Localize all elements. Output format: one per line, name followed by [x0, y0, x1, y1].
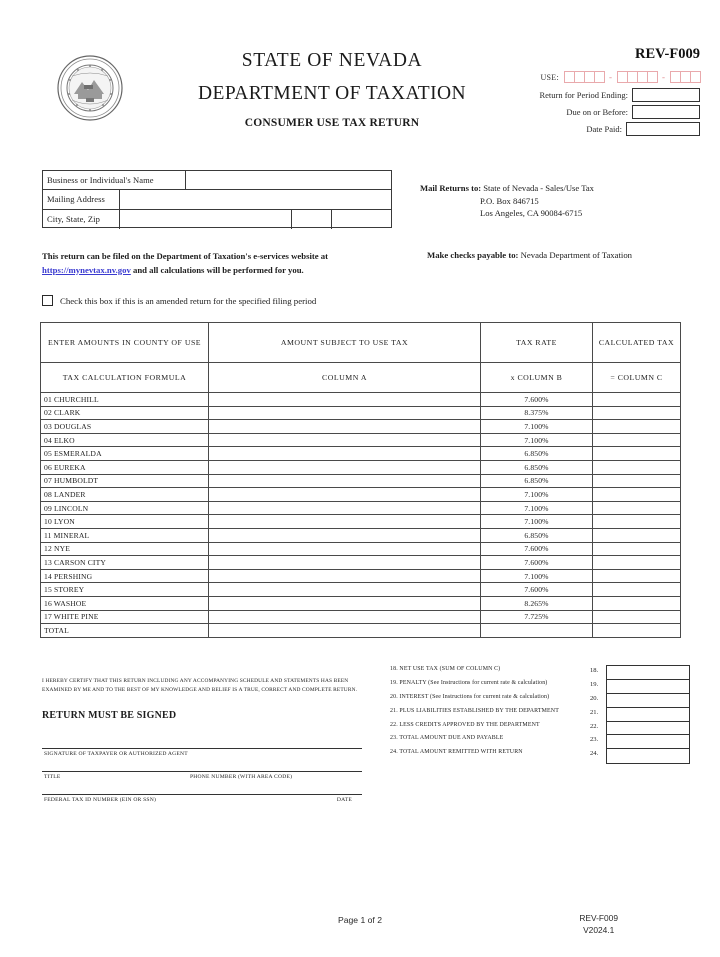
tax-rate-value: 7.725%: [481, 610, 593, 624]
use-account-field[interactable]: [540, 71, 700, 83]
line-19-number: 19.: [590, 680, 599, 688]
fein-date-caption-row[interactable]: [42, 795, 362, 817]
calculated-tax-input[interactable]: [593, 433, 681, 447]
calculated-tax-input[interactable]: [593, 610, 681, 624]
nevada-state-seal-icon: [56, 54, 124, 122]
date-paid-input[interactable]: [626, 122, 700, 136]
summary-row-21: [390, 707, 690, 721]
subheader-formula: TAX CALCULATION FORMULA: [41, 363, 209, 393]
form-sheet: [12, 10, 708, 947]
footer-page-number: Page 1 of 2: [338, 915, 382, 925]
footer-version: V2024.1: [583, 924, 615, 935]
footer-revision-block: [579, 913, 618, 936]
calculated-tax-input[interactable]: [593, 393, 681, 407]
amount-input[interactable]: [209, 569, 481, 583]
line-18-number: 18.: [590, 667, 599, 674]
business-name-label: Business or Individual's Name: [47, 175, 154, 185]
amount-input[interactable]: [209, 583, 481, 597]
amount-input[interactable]: [209, 420, 481, 434]
city-input[interactable]: [120, 210, 290, 229]
subheader-column-a: COLUMN A: [209, 363, 481, 393]
county-label: 15 STOREY: [41, 583, 209, 597]
amount-input[interactable]: [209, 528, 481, 542]
county-label: 07 HUMBOLDT: [41, 474, 209, 488]
county-label: 04 ELKO: [41, 433, 209, 447]
summary-row-20: [390, 693, 690, 707]
amount-input[interactable]: [209, 501, 481, 515]
calculated-tax-input[interactable]: [593, 583, 681, 597]
mail-returns-block: [420, 182, 594, 220]
state-title: STATE OF NEVADA: [241, 50, 423, 71]
county-label: 14 PERSHING: [41, 569, 209, 583]
tax-rate-value: 7.100%: [481, 501, 593, 515]
mailing-address-input[interactable]: [120, 190, 391, 208]
mail-returns-line3: [420, 207, 594, 220]
table-total-row: [41, 624, 681, 638]
business-name-row: [43, 171, 391, 190]
table-row: [41, 460, 681, 474]
table-row: [41, 433, 681, 447]
county-label: 11 MINERAL: [41, 528, 209, 542]
calculated-tax-input[interactable]: [593, 488, 681, 502]
department-title: DEPARTMENT OF TAXATION: [198, 83, 466, 104]
county-label: 17 WHITE PINE: [41, 610, 209, 624]
calculated-tax-input[interactable]: [593, 420, 681, 434]
use-cell[interactable]: [647, 71, 658, 83]
county-label: 02 CLARK: [41, 406, 209, 420]
title-phone-caption-row[interactable]: [42, 772, 362, 794]
line-18-label: 18. NET USE TAX (SUM OF COLUMN C): [390, 666, 501, 672]
amount-input[interactable]: [209, 596, 481, 610]
amount-input[interactable]: [209, 610, 481, 624]
phone-caption: PHONE NUMBER (WITH AREA CODE): [190, 774, 293, 780]
form-title-block: [162, 50, 502, 129]
tax-rate-value: 7.600%: [481, 556, 593, 570]
tax-rate-value: 7.100%: [481, 488, 593, 502]
city-state-zip-row: [43, 210, 391, 229]
footer-rev-number: REV-F009: [579, 913, 618, 923]
amount-input[interactable]: [209, 393, 481, 407]
tax-rate-value: 6.850%: [481, 474, 593, 488]
table-row: [41, 542, 681, 556]
date-paid-row: [539, 122, 700, 136]
due-on-before-input[interactable]: [632, 105, 700, 119]
use-group-1[interactable]: [564, 71, 604, 83]
mail-returns-line1: [420, 182, 594, 195]
tax-rate-value: 8.265%: [481, 596, 593, 610]
line-20-number: 20.: [590, 694, 599, 702]
due-on-before-row: [539, 105, 700, 119]
amount-input[interactable]: [209, 556, 481, 570]
period-ending-row: [539, 88, 700, 102]
summary-lines-block: [390, 665, 690, 762]
amount-input[interactable]: [209, 542, 481, 556]
eservices-note: [42, 250, 442, 277]
mail-returns-pobox: P.O. Box 846715: [480, 195, 539, 206]
mailing-address-label: Mailing Address: [47, 194, 105, 205]
checks-payable-note: [427, 250, 632, 260]
calculated-tax-input[interactable]: [593, 596, 681, 610]
mail-returns-agency: State of Nevada - Sales/Use Tax: [483, 183, 594, 193]
city-state-zip-label: City, State, Zip: [47, 213, 100, 224]
calculated-tax-input[interactable]: [593, 406, 681, 420]
amount-input[interactable]: [209, 460, 481, 474]
title-caption: TITLE: [44, 774, 61, 780]
line-19-label: 19. PENALTY (See Instructions for current rate & calculation): [390, 679, 548, 686]
period-ending-input[interactable]: [632, 88, 700, 102]
county-tax-table: [40, 322, 681, 638]
calculated-tax-input[interactable]: [593, 528, 681, 542]
total-amount-input[interactable]: [209, 624, 481, 638]
county-label: 06 EUREKA: [41, 460, 209, 474]
use-cell[interactable]: [690, 71, 701, 83]
summary-row-18: [390, 665, 690, 679]
subheader-column-b: x COLUMN B: [481, 363, 593, 393]
tax-rate-value: 7.600%: [481, 583, 593, 597]
tax-rate-value: 7.100%: [481, 569, 593, 583]
use-separator: -: [662, 72, 665, 82]
eservices-link[interactable]: https://mynevtax.nv.gov: [42, 264, 131, 275]
line-21-number: 21.: [590, 708, 599, 716]
period-ending-label: Return for Period Ending:: [539, 90, 628, 100]
tax-rate-value: 7.100%: [481, 433, 593, 447]
calculated-tax-input[interactable]: [593, 447, 681, 461]
form-header: [12, 40, 708, 160]
county-label: 03 DOUGLAS: [41, 420, 209, 434]
header-county: ENTER AMOUNTS IN COUNTY OF USE: [41, 323, 209, 363]
tax-rate-value: 6.850%: [481, 447, 593, 461]
business-name-input[interactable]: [186, 171, 391, 189]
county-label: 16 WASHOE: [41, 596, 209, 610]
checks-payable-value: Nevada Department of Taxation: [520, 250, 633, 260]
line-22-number: 22.: [590, 722, 599, 730]
amount-input[interactable]: [209, 515, 481, 529]
tax-rate-value: 7.600%: [481, 393, 593, 407]
amount-input[interactable]: [209, 433, 481, 447]
line-23-number: 23.: [590, 736, 599, 744]
county-label: 09 LINCOLN: [41, 501, 209, 515]
amended-return-checkbox[interactable]: [42, 295, 53, 306]
calculated-tax-input[interactable]: [593, 501, 681, 515]
summary-row-24: [390, 748, 690, 762]
table-header-row: [41, 323, 681, 363]
subheader-column-c: = COLUMN C: [593, 363, 681, 393]
table-row: [41, 556, 681, 570]
form-subtitle: CONSUMER USE TAX RETURN: [244, 117, 420, 129]
table-row: [41, 569, 681, 583]
use-cell[interactable]: [594, 71, 605, 83]
table-row: [41, 393, 681, 407]
amended-return-row[interactable]: [42, 295, 316, 306]
line-23-label: 23. TOTAL AMOUNT DUE AND PAYABLE: [390, 735, 504, 742]
signature-caption-row[interactable]: [42, 749, 362, 771]
line-24-label: 24. TOTAL AMOUNT REMITTED WITH RETURN: [390, 749, 523, 756]
line-24-number: 24.: [590, 750, 599, 758]
date-caption: DATE: [336, 797, 352, 803]
use-separator: -: [609, 72, 612, 82]
return-must-be-signed-notice: RETURN MUST BE SIGNED: [42, 710, 177, 721]
calculated-tax-input[interactable]: [593, 474, 681, 488]
due-on-before-label: Due on or Before:: [566, 107, 628, 117]
tax-rate-value: 6.850%: [481, 460, 593, 474]
county-label: 10 LYON: [41, 515, 209, 529]
header-rate: TAX RATE: [481, 323, 593, 363]
header-amount: AMOUNT SUBJECT TO USE TAX: [209, 323, 481, 363]
mail-returns-line2: [420, 195, 594, 208]
calculated-tax-input[interactable]: [593, 556, 681, 570]
zip-input[interactable]: [332, 210, 391, 229]
table-row: [41, 515, 681, 529]
summary-row-22: [390, 721, 690, 735]
table-row: [41, 406, 681, 420]
signature-caption: SIGNATURE OF TAXPAYER OR AUTHORIZED AGENT: [44, 751, 188, 757]
mail-returns-label: Mail Returns to:: [420, 183, 482, 193]
calculated-tax-input[interactable]: [593, 460, 681, 474]
tax-rate-value: 7.100%: [481, 515, 593, 529]
table-row: [41, 583, 681, 597]
line-21-label: 21. PLUS LIABILITIES ESTABLISHED BY THE DEPARTMENT: [390, 707, 559, 714]
eservices-text-before: This return can be filed on the Department of Taxation's e-services website at: [42, 251, 329, 261]
county-label: 01 CHURCHILL: [41, 393, 209, 407]
business-info-box: [42, 170, 392, 228]
amended-return-label: Check this box if this is an amended return for the specified filing period: [60, 295, 317, 306]
certification-text: I HEREBY CERTIFY THAT THIS RETURN INCLUDING ANY ACCOMPANYING SCHEDULE AND STATEMENTS HAS BEEN EXAMINED BY ME AND TO THE BEST OF MY KNOWLEDGE AND BELIEF IS A TRUE, CORRECT AND COMPLETE RETURN.: [42, 678, 358, 693]
mail-returns-citystatezip: Los Angeles, CA 90084-6715: [480, 208, 583, 218]
table-row: [41, 528, 681, 542]
line-20-label: 20. INTEREST (See Instructions for current rate & calculation): [390, 693, 550, 700]
table-row: [41, 610, 681, 624]
summary-row-19: [390, 679, 690, 693]
fein-caption: FEDERAL TAX ID NUMBER (EIN OR SSN): [44, 797, 157, 803]
date-paid-label: Date Paid:: [586, 124, 622, 134]
summary-row-23: [390, 734, 690, 748]
total-label: TOTAL: [41, 624, 209, 638]
county-label: 12 NYE: [41, 542, 209, 556]
use-group-3[interactable]: [670, 71, 700, 83]
table-row: [41, 596, 681, 610]
tax-rate-value: 7.600%: [481, 542, 593, 556]
table-row: [41, 474, 681, 488]
signature-block: [42, 748, 362, 817]
amount-input[interactable]: [209, 488, 481, 502]
total-tax-cell: [593, 624, 681, 638]
use-label: USE:: [540, 72, 559, 82]
amount-input[interactable]: [209, 406, 481, 420]
tax-rate-value: 6.850%: [481, 528, 593, 542]
table-row: [41, 447, 681, 461]
table-row: [41, 501, 681, 515]
eservices-text-after: and all calculations will be performed for you.: [133, 264, 304, 275]
county-label: 05 ESMERALDA: [41, 447, 209, 461]
calculated-tax-input[interactable]: [593, 542, 681, 556]
date-fields-group: [539, 88, 700, 139]
table-subheader-row: [41, 363, 681, 393]
header-tax: CALCULATED TAX: [593, 323, 681, 363]
county-label: 13 CARSON CITY: [41, 556, 209, 570]
checks-payable-label: Make checks payable to:: [427, 250, 519, 260]
calculated-tax-input[interactable]: [593, 515, 681, 529]
line-22-label: 22. LESS CREDITS APPROVED BY THE DEPARTMENT: [390, 721, 540, 728]
amount-input[interactable]: [209, 447, 481, 461]
amount-input[interactable]: [209, 474, 481, 488]
calculated-tax-input[interactable]: [593, 569, 681, 583]
total-rate-cell: [481, 624, 593, 638]
form-rev-number: REV-F009: [635, 46, 700, 62]
state-input[interactable]: [292, 210, 330, 229]
table-row: [41, 488, 681, 502]
use-group-2[interactable]: [617, 71, 657, 83]
tax-rate-value: 7.100%: [481, 420, 593, 434]
table-row: [41, 420, 681, 434]
tax-rate-value: 8.375%: [481, 406, 593, 420]
mailing-address-row: [43, 190, 391, 209]
county-label: 08 LANDER: [41, 488, 209, 502]
